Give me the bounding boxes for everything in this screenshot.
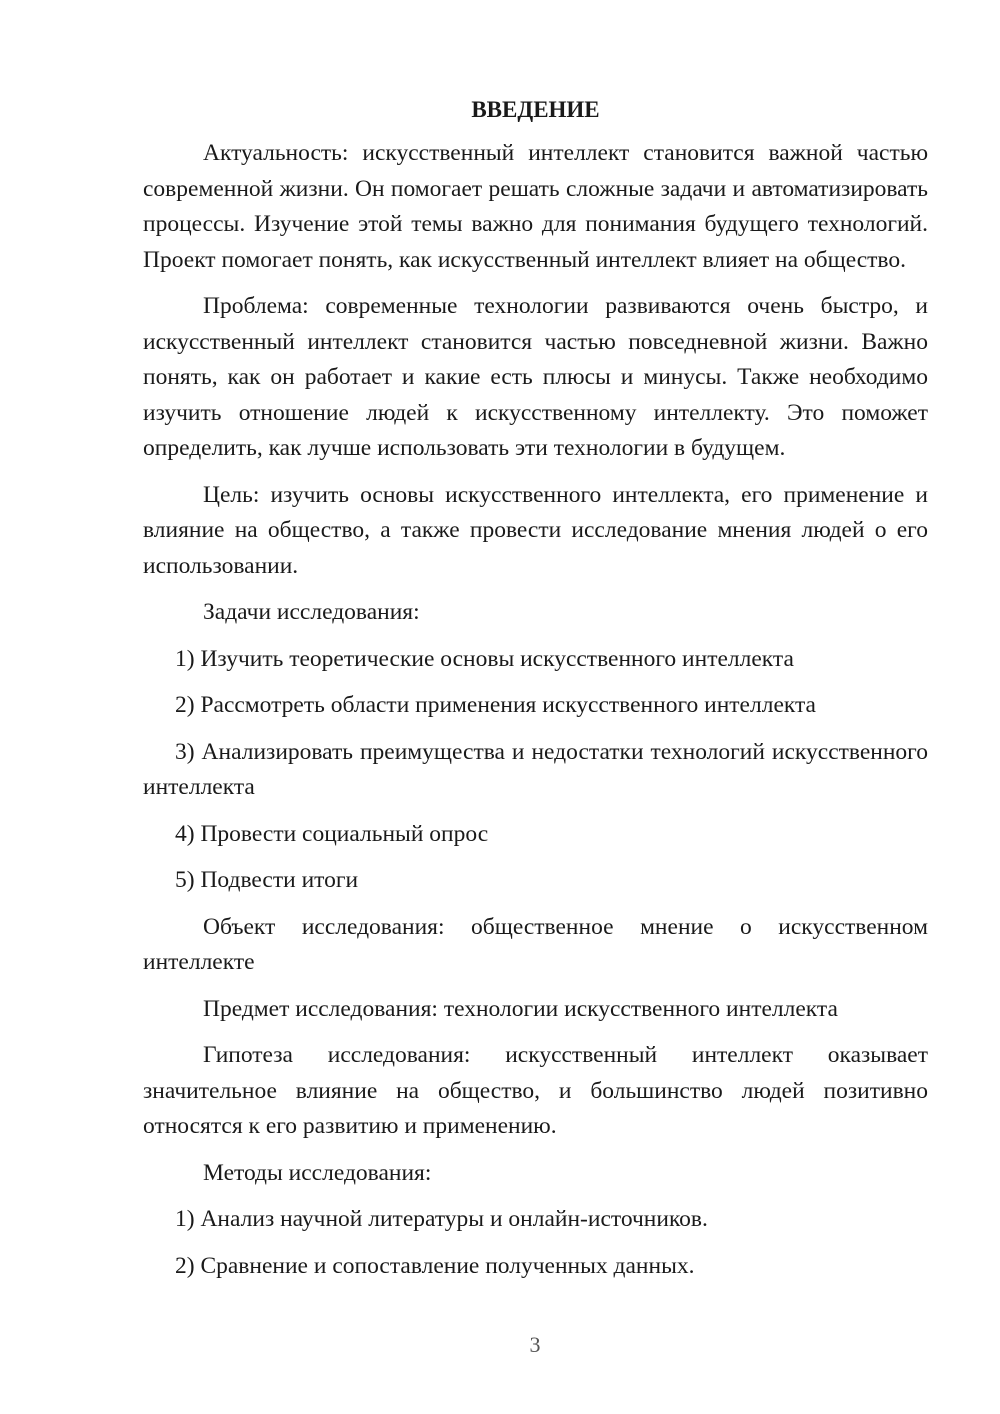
- problem-paragraph: Проблема: современные технологии развиваются очень быстро, и искусственный интеллект становится частью повседневной жизни. Важно понять, как он работает и какие есть плюсы и минусы. Также необходимо изучить отношение людей к искусственному интеллекту. Это поможет определить, как лучше использовать эти технологии в будущем.: [143, 293, 928, 461]
- methods-heading: Методы исследования:: [203, 1159, 432, 1186]
- page-content: [143, 95, 928, 1295]
- task-item: 2) Рассмотреть области применения искусственного интеллекта: [175, 692, 816, 718]
- task-item: 3) Анализировать преимущества и недостатки технологий искусственного интеллекта: [143, 738, 928, 800]
- object-paragraph: Объект исследования: общественное мнение о искусственном интеллекте: [143, 913, 928, 975]
- task-item: 5) Подвести итоги: [175, 867, 359, 893]
- subject-paragraph: Предмет исследования: технологии искусственного интеллекта: [203, 995, 838, 1022]
- method-item: 2) Сравнение и сопоставление полученных данных.: [175, 1252, 695, 1279]
- method-item: 1) Анализ научной литературы и онлайн-источников.: [175, 1206, 708, 1232]
- task-item: 1) Изучить теоретические основы искусственного интеллекта: [175, 645, 794, 672]
- section-title: ВВЕДЕНИЕ: [471, 97, 600, 122]
- page-number: 3: [529, 1332, 541, 1357]
- goal-paragraph: Цель: изучить основы искусственного интеллекта, его применение и влияние на общество, а также провести исследование мнения людей о его использовании.: [143, 481, 928, 579]
- hypothesis-paragraph: Гипотеза исследования: искусственный интеллект оказывает значительное влияние на общество, и большинство людей позитивно относятся к его развитию и применению.: [143, 1042, 928, 1139]
- tasks-heading: Задачи исследования:: [203, 599, 420, 625]
- task-item: 4) Провести социальный опрос: [175, 820, 489, 847]
- relevance-paragraph: Актуальность: искусственный интеллект становится важной частью современной жизни. Он помогает решать сложные задачи и автоматизировать процессы. Изучение этой темы важно для понимания будущего технологий. Проект помогает понять, как искусственный интеллект влияет на общество.: [143, 140, 928, 273]
